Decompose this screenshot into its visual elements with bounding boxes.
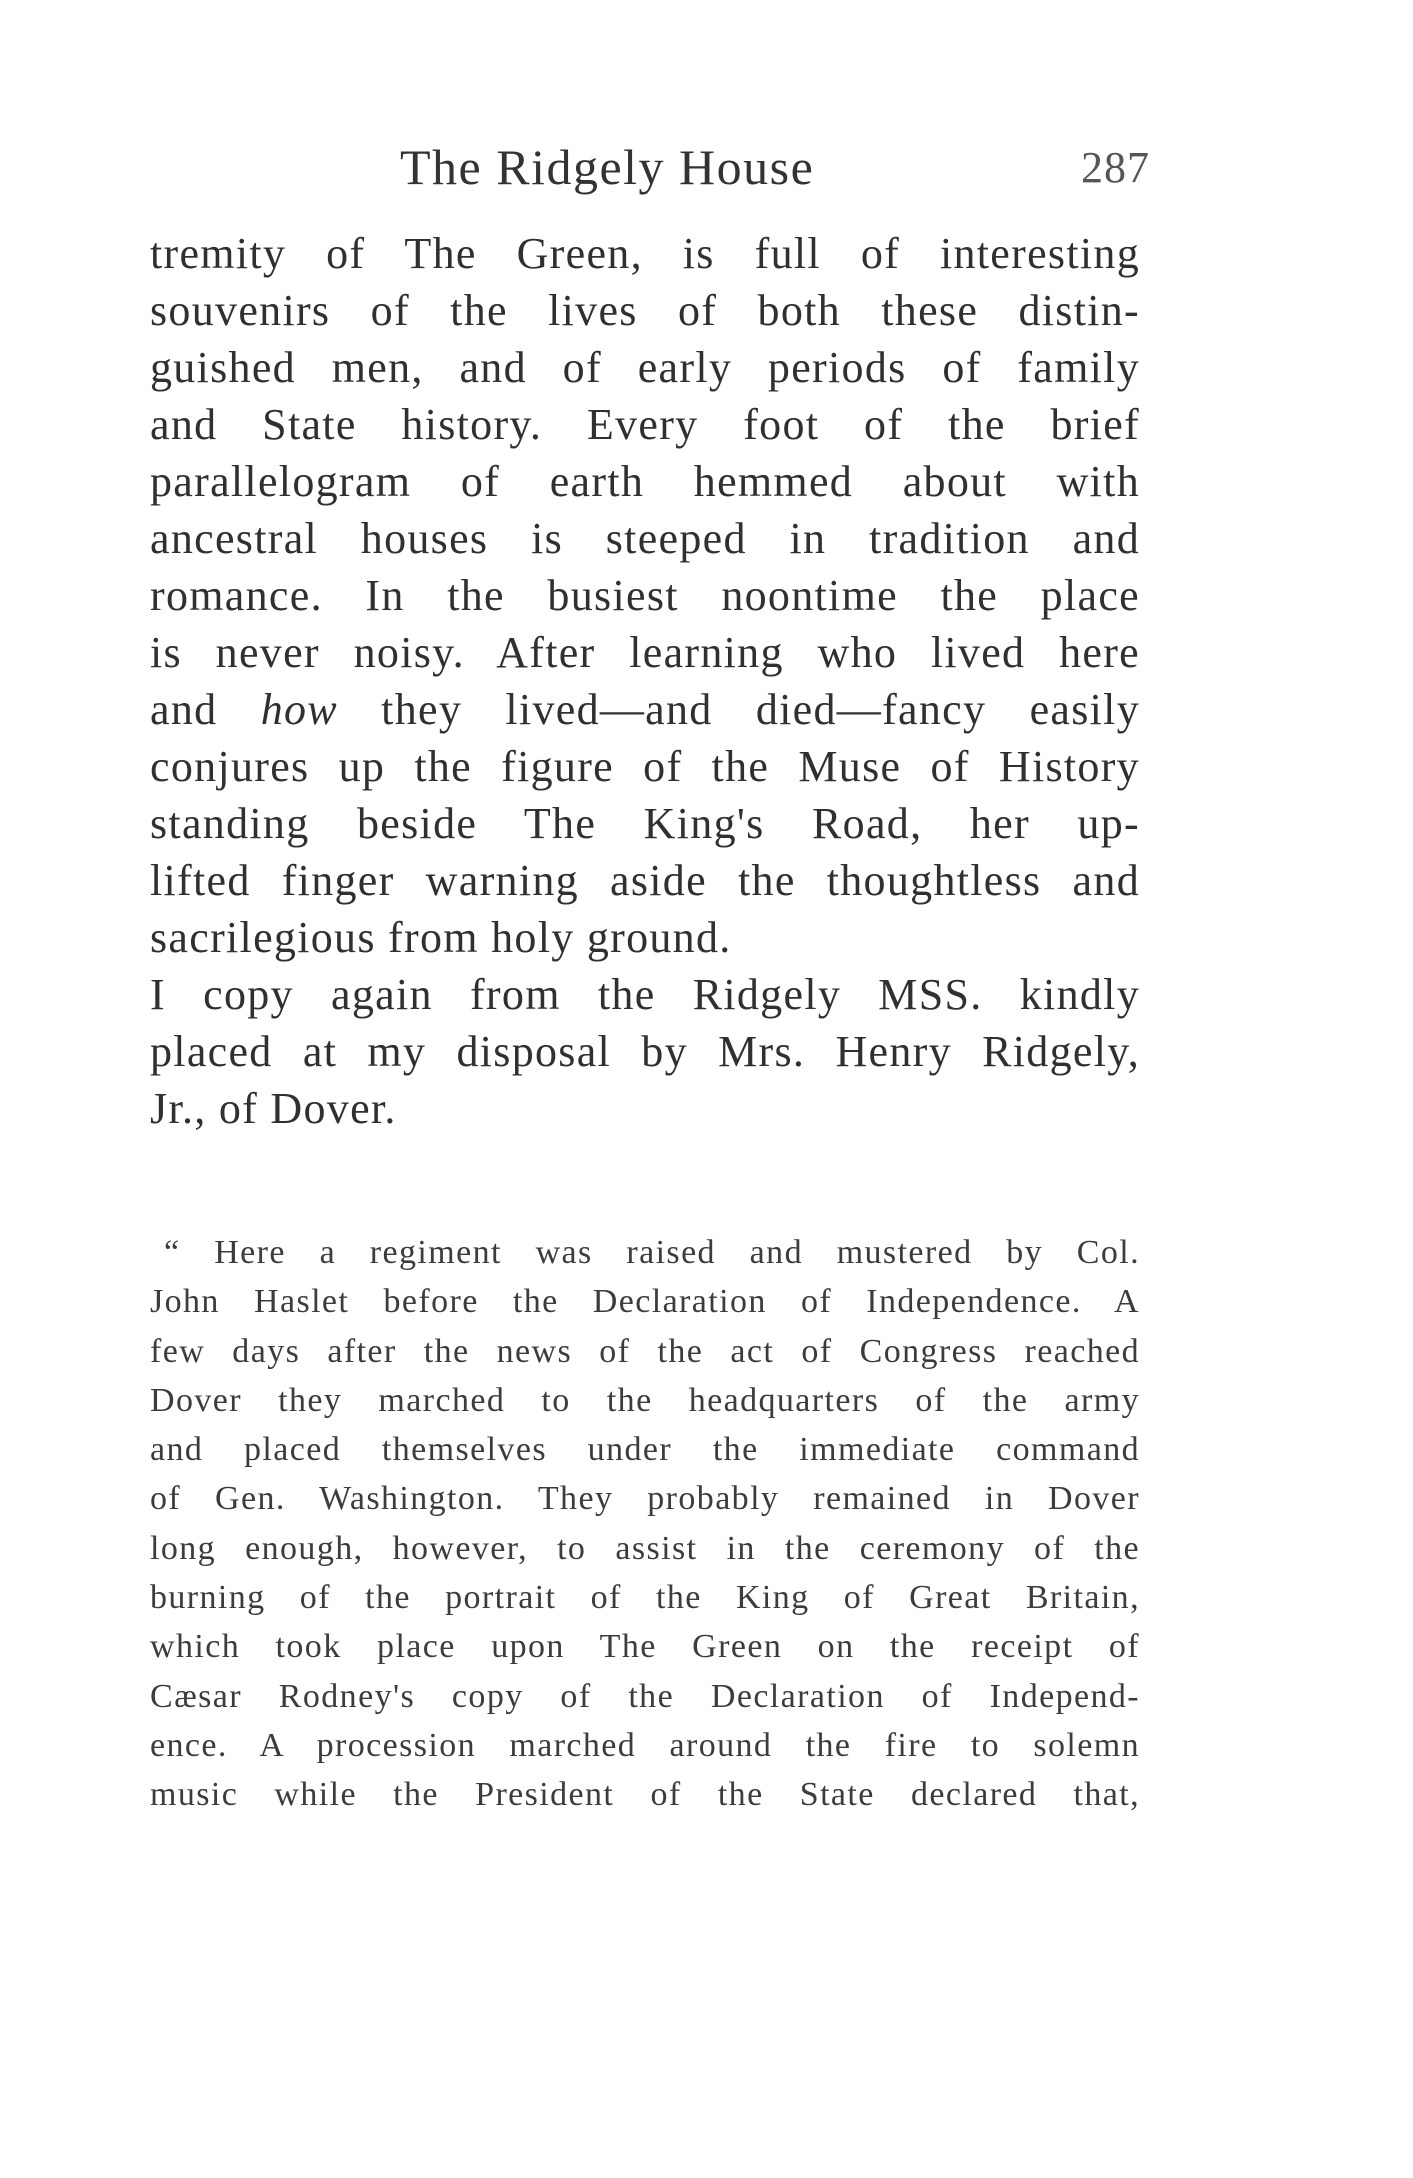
- body-line: sacrilegious from holy ground.: [150, 913, 732, 962]
- body-line: Jr., of Dover.: [150, 1084, 397, 1133]
- body-line-segment: and: [150, 685, 261, 734]
- body-line: ancestral houses is steeped in tradition and: [150, 514, 1140, 563]
- body-line: is never noisy. After learning who lived here: [150, 628, 1140, 677]
- quote-line: of Gen. Washington. They probably remained in Dover: [150, 1480, 1140, 1518]
- body-line: I copy again from the Ridgely MSS. kindly: [150, 970, 1140, 1019]
- quote-line: John Haslet before the Declaration of Independence. A: [150, 1283, 1140, 1321]
- body-line: romance. In the busiest noontime the place: [150, 571, 1140, 620]
- quote-line: long enough, however, to assist in the ceremony of the: [150, 1529, 1140, 1567]
- quote-line: “ Here a regiment was raised and mustered by Col.: [164, 1234, 1140, 1271]
- quote-line: Dover they marched to the headquarters of the army: [150, 1381, 1140, 1419]
- quote-line: burning of the portrait of the King of Great Britain,: [150, 1579, 1140, 1617]
- quote-line: which took place upon The Green on the receipt of: [150, 1628, 1140, 1666]
- italic-word: how: [260, 685, 338, 734]
- quote-line: and placed themselves under the immediate command: [150, 1431, 1140, 1469]
- body-text: [150, 225, 1140, 1137]
- body-line: conjures up the figure of the Muse of History: [150, 742, 1140, 791]
- body-line-with-italic: [150, 681, 1140, 738]
- body-line: and State history. Every foot of the brief: [150, 400, 1140, 449]
- body-line: lifted finger warning aside the thoughtless and: [150, 856, 1140, 905]
- body-line: parallelogram of earth hemmed about with: [150, 457, 1140, 506]
- quote-line: Cæsar Rodney's copy of the Declaration of Independ-: [150, 1677, 1140, 1715]
- page-header: [150, 138, 1150, 208]
- body-line: souvenirs of the lives of both these distin-: [150, 286, 1140, 335]
- body-line: standing beside The King's Road, her up-: [150, 799, 1140, 848]
- running-title: The Ridgely House: [400, 139, 815, 195]
- page-number: 287: [1081, 143, 1150, 192]
- body-line: tremity of The Green, is full of interesting: [150, 229, 1140, 278]
- body-line-segment: they lived—and died—fancy easily: [337, 685, 1140, 734]
- quote-line: few days after the news of the act of Congress reached: [150, 1332, 1140, 1370]
- quote-line: music while the President of the State declared that,: [150, 1776, 1140, 1814]
- body-line: placed at my disposal by Mrs. Henry Ridgely,: [150, 1027, 1140, 1076]
- quote-line: ence. A procession marched around the fire to solemn: [150, 1726, 1140, 1764]
- body-line: guished men, and of early periods of family: [150, 343, 1140, 392]
- quoted-passage: [150, 1228, 1140, 1820]
